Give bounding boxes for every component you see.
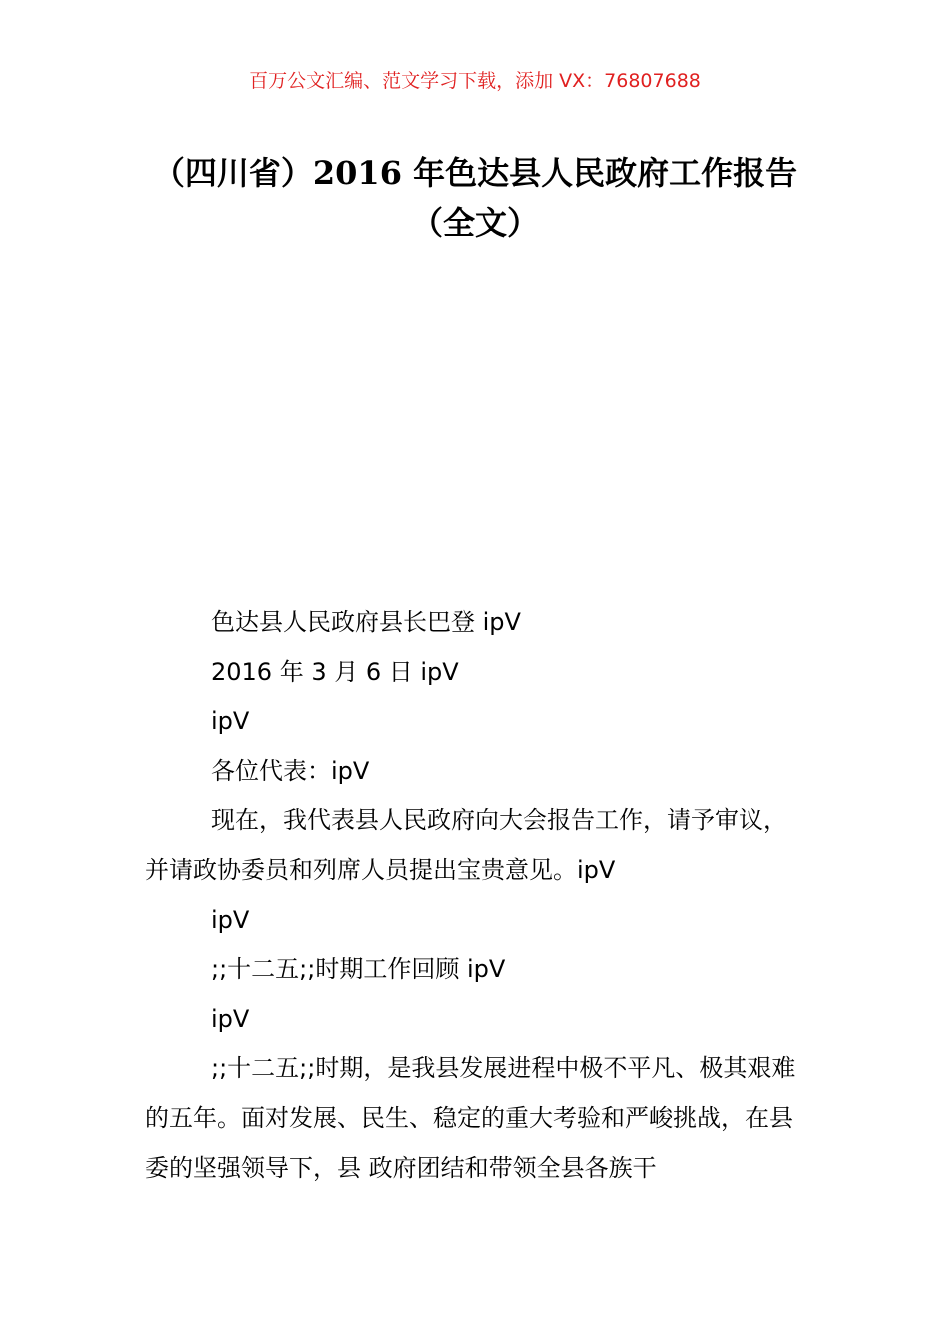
body-paragraph: ;;十二五;;时期，是我县发展进程中极不平凡、极其艰难的五年。面对发展、民生、稳定的重大考验和严峻挑战，在县委的坚强领导下，县 政府团结和带领全县各族干 — [145, 1054, 796, 1182]
document-body — [145, 598, 810, 1193]
author-line: 色达县人民政府县长巴登 ipV — [211, 608, 521, 636]
document-title: （四川省）2016 年色达县人民政府工作报告（全文） — [152, 154, 798, 242]
body-paragraph: ipV — [211, 1004, 250, 1033]
body-paragraph: 现在，我代表县人民政府向大会报告工作，请予审议，并请政协委员和列席人员提出宝贵意见。ipV — [145, 806, 787, 884]
date-line: 2016 年 3 月 6 日 ipV — [211, 657, 459, 686]
salutation: 各位代表：ipV — [211, 756, 370, 785]
section-heading: ;;十二五;;时期工作回顾 ipV — [211, 955, 506, 984]
body-paragraph: ipV — [211, 905, 250, 934]
body-paragraph: ipV — [211, 707, 250, 736]
promo-header-note: 百万公文汇编、范文学习下载，添加 VX：76807688 — [249, 70, 701, 92]
